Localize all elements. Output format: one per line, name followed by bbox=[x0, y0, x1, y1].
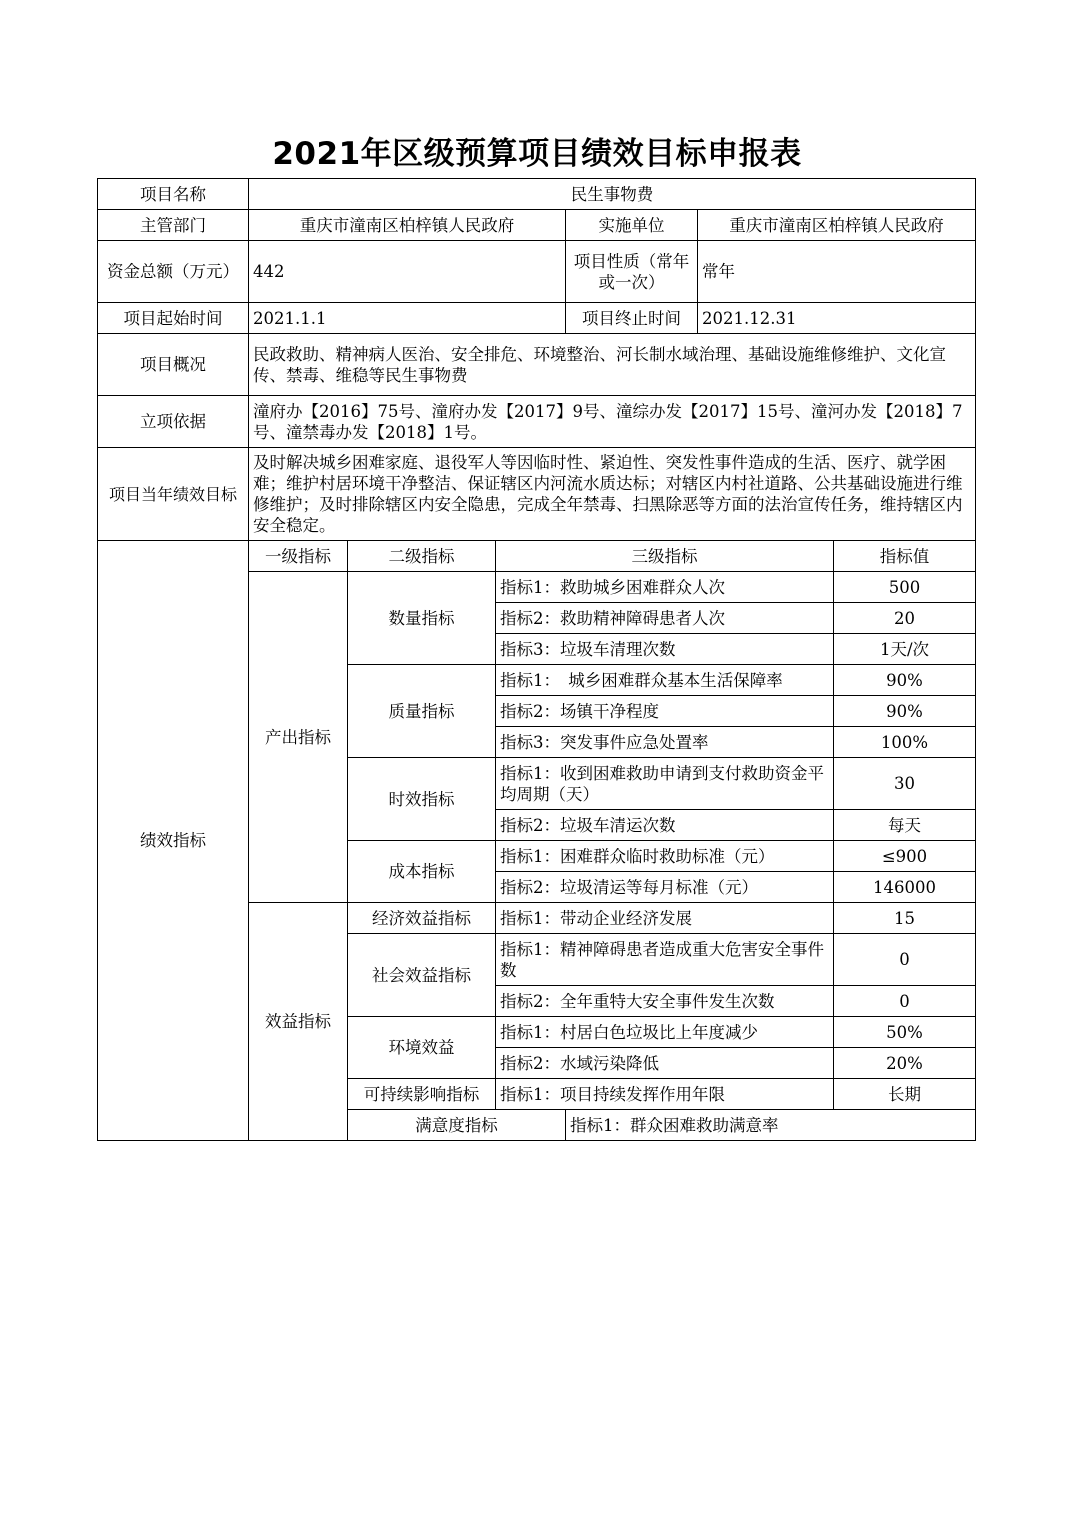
overview-value: 民政救助、精神病人医治、安全排危、环境整治、河长制水域治理、基础设施维修维护、文化宣传、禁毒、维稳等民生事物费 bbox=[249, 334, 976, 396]
fund-label: 资金总额（万元） bbox=[98, 241, 249, 303]
indicator-text: 指标1：项目持续发挥作用年限 bbox=[496, 1079, 834, 1110]
level2-quantity: 数量指标 bbox=[348, 572, 496, 665]
impl-label: 实施单位 bbox=[566, 210, 698, 241]
level1-output: 产出指标 bbox=[249, 572, 348, 903]
overview-label: 项目概况 bbox=[98, 334, 249, 396]
indicator-text: 指标1：村居白色垃圾比上年度减少 bbox=[496, 1017, 834, 1048]
end-value: 2021.12.31 bbox=[698, 303, 976, 334]
indicator-text: 指标1：困难群众临时救助标准（元） bbox=[496, 841, 834, 872]
indicator-value: 146000 bbox=[834, 872, 976, 903]
indicator-value: 90% bbox=[834, 696, 976, 727]
impl-value: 重庆市潼南区柏梓镇人民政府 bbox=[698, 210, 976, 241]
start-label: 项目起始时间 bbox=[98, 303, 249, 334]
indicator-value: 15 bbox=[834, 903, 976, 934]
level2-sustainability: 可持续影响指标 bbox=[348, 1079, 496, 1110]
indicator-text: 指标2：水域污染降低 bbox=[496, 1048, 834, 1079]
fund-value: 442 bbox=[249, 241, 566, 303]
indicator-value: 50% bbox=[834, 1017, 976, 1048]
level1-benefit: 效益指标 bbox=[249, 903, 348, 1141]
end-label: 项目终止时间 bbox=[566, 303, 698, 334]
level2-environment: 环境效益 bbox=[348, 1017, 496, 1079]
indicator-value: 0 bbox=[834, 934, 976, 986]
nature-label: 项目性质（常年或一次） bbox=[566, 241, 698, 303]
start-value: 2021.1.1 bbox=[249, 303, 566, 334]
page-title: 2021年区级预算项目绩效目标申报表 bbox=[272, 136, 802, 172]
indicator-text: 指标1：群众困难救助满意率 bbox=[566, 1110, 976, 1141]
level2-timeliness: 时效指标 bbox=[348, 758, 496, 841]
level2-quality: 质量指标 bbox=[348, 665, 496, 758]
indicator-value: 20% bbox=[834, 1048, 976, 1079]
indicator-text: 指标1： 城乡困难群众基本生活保障率 bbox=[496, 665, 834, 696]
header-level3: 三级指标 bbox=[496, 541, 834, 572]
goal-label: 项目当年绩效目标 bbox=[98, 448, 249, 541]
level2-social: 社会效益指标 bbox=[348, 934, 496, 1017]
header-value: 指标值 bbox=[834, 541, 976, 572]
level2-cost: 成本指标 bbox=[348, 841, 496, 903]
level1-satisfaction: 满意度指标 bbox=[348, 1110, 566, 1141]
indicator-text: 指标1：带动企业经济发展 bbox=[496, 903, 834, 934]
indicator-value: 0 bbox=[834, 986, 976, 1017]
indicator-text: 指标1：收到困难救助申请到支付救助资金平均周期（天） bbox=[496, 758, 834, 810]
indicator-text: 指标1：救助城乡困难群众人次 bbox=[496, 572, 834, 603]
indicator-value: 20 bbox=[834, 603, 976, 634]
level2-economic: 经济效益指标 bbox=[348, 903, 496, 934]
indicator-value: 90% bbox=[834, 665, 976, 696]
indicator-text: 指标2：场镇干净程度 bbox=[496, 696, 834, 727]
project-name-label: 项目名称 bbox=[98, 179, 249, 210]
indicator-value: 长期 bbox=[834, 1079, 976, 1110]
indicator-value: 30 bbox=[834, 758, 976, 810]
indicator-text: 指标2：垃圾车清运次数 bbox=[496, 810, 834, 841]
performance-table bbox=[97, 178, 976, 1141]
indicator-text: 指标2：全年重特大安全事件发生次数 bbox=[496, 986, 834, 1017]
indicator-text: 指标1：精神障碍患者造成重大危害安全事件数 bbox=[496, 934, 834, 986]
indicator-text: 指标3：突发事件应急处置率 bbox=[496, 727, 834, 758]
indicator-text: 指标3：垃圾车清理次数 bbox=[496, 634, 834, 665]
indicator-text: 指标2：救助精神障碍患者人次 bbox=[496, 603, 834, 634]
dept-value: 重庆市潼南区柏梓镇人民政府 bbox=[249, 210, 566, 241]
goal-value: 及时解决城乡困难家庭、退役军人等因临时性、紧迫性、突发性事件造成的生活、医疗、就学困难；维护村居环境干净整洁、保证辖区内河流水质达标；对辖区内村社道路、公共基础设施进行维修维护；及时排除辖区内安全隐患，完成全年禁毒、扫黑除恶等方面的法治宣传任务，维持辖区内安全稳定。 bbox=[249, 448, 976, 541]
header-level1: 一级指标 bbox=[249, 541, 348, 572]
indicator-value: 每天 bbox=[834, 810, 976, 841]
indicator-value: 1天/次 bbox=[834, 634, 976, 665]
nature-value: 常年 bbox=[698, 241, 976, 303]
basis-value: 潼府办【2016】75号、潼府办发【2017】9号、潼综办发【2017】15号、潼河办发【2018】7号、潼禁毒办发【2018】1号。 bbox=[249, 396, 976, 448]
dept-label: 主管部门 bbox=[98, 210, 249, 241]
indicators-section-label: 绩效指标 bbox=[98, 541, 249, 1141]
indicator-value: 100% bbox=[834, 727, 976, 758]
project-name-value: 民生事物费 bbox=[249, 179, 976, 210]
indicator-text: 指标2：垃圾清运等每月标准（元） bbox=[496, 872, 834, 903]
basis-label: 立项依据 bbox=[98, 396, 249, 448]
header-level2: 二级指标 bbox=[348, 541, 496, 572]
indicator-value: ≤900 bbox=[834, 841, 976, 872]
indicator-value: 500 bbox=[834, 572, 976, 603]
